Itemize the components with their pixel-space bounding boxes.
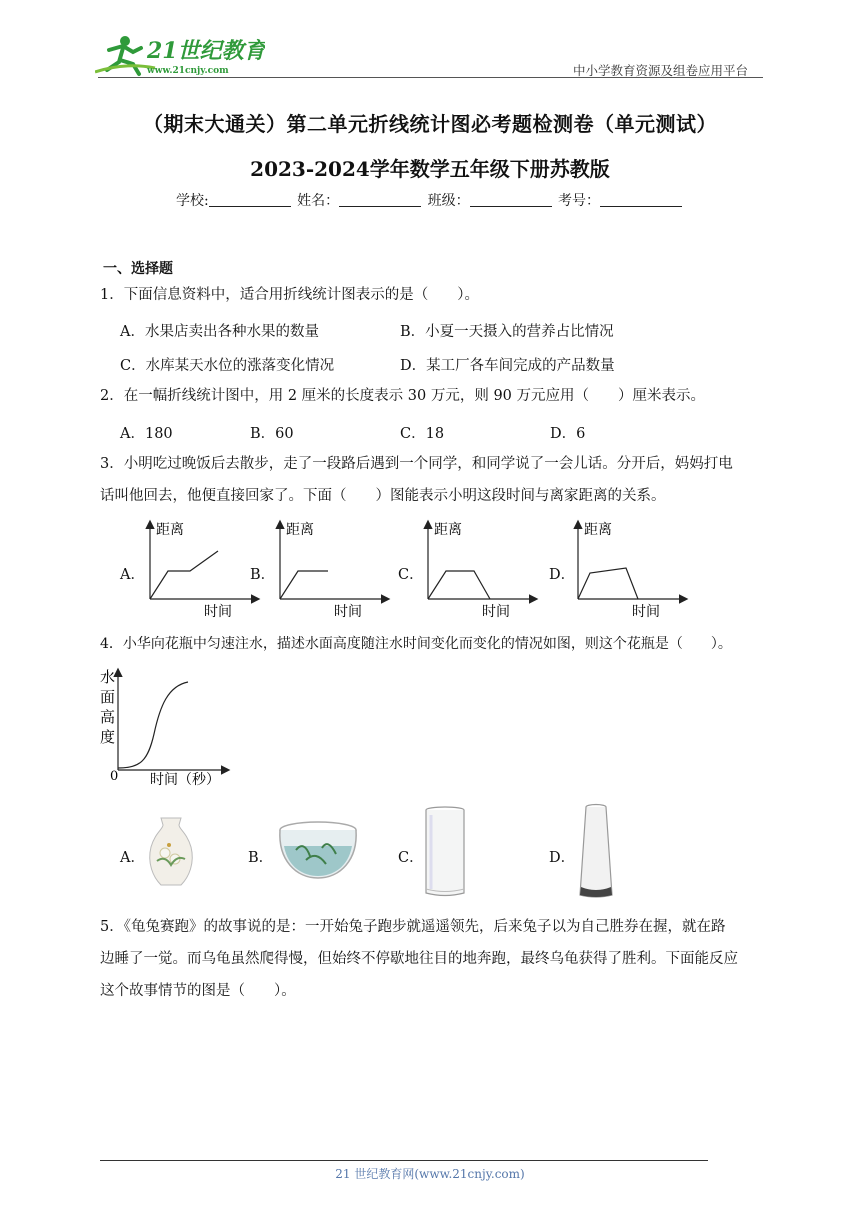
q2-option-b[interactable]: B．60 xyxy=(250,426,294,442)
section-heading: 一、选择题 xyxy=(103,261,173,277)
q2-option-c[interactable]: C．18 xyxy=(400,426,445,442)
tapered-vase-icon xyxy=(575,803,617,901)
q3-option-a[interactable]: A． xyxy=(120,567,145,583)
q1-option-b[interactable]: B．小夏一天摄入的营养占比情况 xyxy=(400,324,614,340)
platform-label: 中小学教育资源及组卷应用平台 xyxy=(573,63,749,78)
q1-option-a[interactable]: A．水果店卖出各种水果的数量 xyxy=(120,324,319,340)
q2-stem: 2．在一幅折线统计图中，用 2 厘米的长度表示 30 万元，则 90 万元应用（ ）厘米表示。 xyxy=(100,388,706,404)
q2-option-a[interactable]: A．180 xyxy=(120,426,173,442)
runner-icon xyxy=(95,36,155,74)
q3b-y-label: 距离 xyxy=(286,522,314,538)
q5-line3: 这个故事情节的图是（ ）。 xyxy=(100,983,296,999)
q4-graph xyxy=(96,664,236,790)
q2-option-d[interactable]: D．6 xyxy=(550,426,586,442)
logo-url: www.21cnjy.com xyxy=(147,66,229,76)
q3-option-b[interactable]: B． xyxy=(250,567,276,583)
q3-option-d[interactable]: D． xyxy=(549,567,576,583)
header-rule xyxy=(98,77,763,78)
q4-origin: 0 xyxy=(110,769,119,784)
q3-graph-b xyxy=(270,518,400,620)
page-subtitle: 2023-2024学年数学五年级下册苏教版 xyxy=(250,157,610,181)
q3c-y-label: 距离 xyxy=(434,522,462,538)
q3c-x-label: 时间 xyxy=(482,604,510,620)
footer-text: 21 世纪教育网(www.21cnjy.com) xyxy=(335,1167,525,1181)
id-blank[interactable] xyxy=(600,192,682,207)
q1-option-c[interactable]: C．水库某天水位的涨落变化情况 xyxy=(120,358,335,374)
footer-rule xyxy=(100,1160,708,1161)
class-blank[interactable] xyxy=(470,192,552,207)
logo-text: 21世纪教育 xyxy=(147,38,265,64)
page-title: （期末大通关）第二单元折线统计图必考题检测卷（单元测试） xyxy=(143,112,717,136)
q4-y-label-2: 面 xyxy=(100,688,116,706)
q4-y-label-3: 高 xyxy=(100,708,116,726)
school-blank[interactable] xyxy=(209,192,291,207)
site-logo xyxy=(95,32,265,77)
q3-stem-line1: 3．小明吃过晚饭后去散步，走了一段路后遇到一个同学，和同学说了一会儿话。分开后，妈妈打电 xyxy=(100,456,733,472)
q3-graph-d xyxy=(568,518,698,620)
q3d-y-label: 距离 xyxy=(584,522,612,538)
name-blank[interactable] xyxy=(339,192,421,207)
q5-line2: 边睡了一觉。而乌龟虽然爬得慢，但始终不停歇地往目的地奔跑，最终乌龟获得了胜利。下面能反应 xyxy=(100,951,738,967)
q4-stem: 4．小华向花瓶中匀速注水，描述水面高度随注水时间变化而变化的情况如图，则这个花瓶是（ ）。 xyxy=(100,636,732,652)
q4-x-label: 时间（秒） xyxy=(150,772,220,788)
q4-y-label-1: 水 xyxy=(100,668,116,686)
q3-graph-c xyxy=(418,518,548,620)
q3d-x-label: 时间 xyxy=(632,604,660,620)
student-info xyxy=(0,190,860,210)
q3a-y-label: 距离 xyxy=(156,522,184,538)
q1-option-d[interactable]: D．某工厂各车间完成的产品数量 xyxy=(400,358,615,374)
vase-icon xyxy=(145,815,197,891)
q3a-x-label: 时间 xyxy=(204,604,232,620)
fishbowl-icon xyxy=(276,820,360,882)
info-name-label: 姓名： xyxy=(297,193,340,209)
q1-stem: 1．下面信息资料中，适合用折线统计图表示的是（ ）。 xyxy=(100,287,479,303)
q4-option-c[interactable]: C． xyxy=(398,850,424,866)
q4-option-b[interactable]: B． xyxy=(248,850,274,866)
q4-option-d[interactable]: D． xyxy=(549,850,576,866)
q4-option-a[interactable]: A． xyxy=(120,850,145,866)
info-school-label: 学校: xyxy=(175,193,209,209)
info-class-label: 班级： xyxy=(427,193,470,209)
info-id-label: 考号： xyxy=(558,193,601,209)
cylinder-glass-icon xyxy=(422,805,468,899)
q3-option-c[interactable]: C． xyxy=(398,567,424,583)
q5-line1: 5．《龟兔赛跑》的故事说的是：一开始兔子跑步就遥遥领先，后来兔子以为自己胜券在握，就在路 xyxy=(100,919,726,935)
q3-stem-line2: 话叫他回去，他便直接回家了。下面（ ）图能表示小明这段时间与离家距离的关系。 xyxy=(100,488,666,504)
q3b-x-label: 时间 xyxy=(334,604,362,620)
q4-y-label-4: 度 xyxy=(100,728,116,746)
